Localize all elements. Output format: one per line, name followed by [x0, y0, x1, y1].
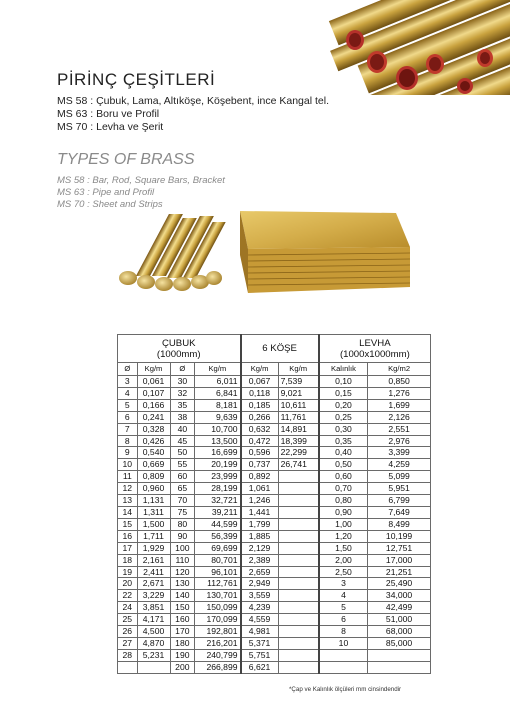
- table-cell: [118, 661, 138, 673]
- table-cell: 75: [170, 506, 195, 518]
- table-cell: 27: [118, 637, 138, 649]
- table-row: [118, 614, 431, 626]
- table-cell: 9,021: [278, 387, 319, 399]
- alloy-line: MS 58 : Bar, Rod, Square Bars, Bracket: [57, 175, 225, 186]
- group-header-line: 6 KÖŞE: [262, 343, 297, 354]
- table-cell: 60: [170, 471, 195, 483]
- table-row: [118, 602, 431, 614]
- table-row: [118, 387, 431, 399]
- table-cell: 100: [170, 542, 195, 554]
- alloy-line: MS 63 : Pipe and Profil: [57, 187, 155, 198]
- table-row: [118, 518, 431, 530]
- brass-tubes-image: [325, 0, 510, 95]
- table-cell: 22,299: [278, 447, 319, 459]
- table-cell: 120: [170, 566, 195, 578]
- table-cell: 0,596: [241, 447, 279, 459]
- table-cell: [278, 590, 319, 602]
- table-cell: 10: [118, 459, 138, 471]
- table-cell: 80: [170, 518, 195, 530]
- table-cell: 90: [170, 530, 195, 542]
- table-cell: 44,599: [195, 518, 241, 530]
- group-header-line: (1000mm): [156, 348, 201, 360]
- table-cell: [278, 471, 319, 483]
- table-cell: 12,751: [368, 542, 431, 554]
- table-cell: [278, 483, 319, 495]
- table-cell: 96,101: [195, 566, 241, 578]
- column-header: Kg/m: [137, 363, 170, 376]
- table-cell: 240,799: [195, 649, 241, 661]
- table-cell: 24: [118, 602, 138, 614]
- table-cell: 0,10: [319, 376, 368, 388]
- table-cell: 5: [118, 399, 138, 411]
- table-cell: 1,00: [319, 518, 368, 530]
- table-cell: 6,011: [195, 376, 241, 388]
- table-cell: 11,761: [278, 411, 319, 423]
- table-cell: 180: [170, 637, 195, 649]
- table-cell: 26,741: [278, 459, 319, 471]
- table-cell: 0,540: [137, 447, 170, 459]
- table-cell: [319, 661, 368, 673]
- table-cell: 5: [319, 602, 368, 614]
- table-cell: 68,000: [368, 626, 431, 638]
- table-cell: 80,701: [195, 554, 241, 566]
- table-cell: 3,399: [368, 447, 431, 459]
- table-cell: 1,50: [319, 542, 368, 554]
- table-cell: 160: [170, 614, 195, 626]
- table-row: [118, 530, 431, 542]
- table-row: [118, 566, 431, 578]
- table-cell: 14,891: [278, 423, 319, 435]
- table-cell: 0,892: [241, 471, 279, 483]
- table-cell: 0,20: [319, 399, 368, 411]
- table-cell: 0,850: [368, 376, 431, 388]
- table-cell: 5,099: [368, 471, 431, 483]
- table-cell: 0,60: [319, 471, 368, 483]
- table-cell: 130: [170, 578, 195, 590]
- table-cell: 15: [118, 518, 138, 530]
- table-cell: 4,171: [137, 614, 170, 626]
- alloy-line: MS 70 : Sheet and Strips: [57, 199, 163, 210]
- table-cell: 7,539: [278, 376, 319, 388]
- table-cell: 0,472: [241, 435, 279, 447]
- table-cell: 112,761: [195, 578, 241, 590]
- table-cell: 1,20: [319, 530, 368, 542]
- table-cell: 0,185: [241, 399, 279, 411]
- table-row: [118, 649, 431, 661]
- table-cell: 18: [118, 554, 138, 566]
- table-cell: 34,000: [368, 590, 431, 602]
- table-cell: 6: [319, 614, 368, 626]
- table-cell: 3: [319, 578, 368, 590]
- table-cell: 0,737: [241, 459, 279, 471]
- alloy-line: MS 58 : Çubuk, Lama, Altıköşe, Köşebent, ince Kangal tel.: [57, 95, 329, 107]
- table-row: [118, 661, 431, 673]
- column-header: Kg/m: [195, 363, 241, 376]
- table-cell: 7,649: [368, 506, 431, 518]
- table-cell: 110: [170, 554, 195, 566]
- table-cell: 20: [118, 578, 138, 590]
- column-header: Kalınlık: [319, 363, 368, 376]
- table-cell: 0,669: [137, 459, 170, 471]
- table-cell: 42,499: [368, 602, 431, 614]
- table-cell: 20,199: [195, 459, 241, 471]
- table-cell: 1,799: [241, 518, 279, 530]
- table-cell: 1,061: [241, 483, 279, 495]
- table-cell: 5,951: [368, 483, 431, 495]
- table-cell: 2,161: [137, 554, 170, 566]
- table-cell: 170,099: [195, 614, 241, 626]
- brass-rods-image: [110, 212, 230, 294]
- table-cell: 2,129: [241, 542, 279, 554]
- table-cell: 8: [118, 435, 138, 447]
- table-cell: 0,166: [137, 399, 170, 411]
- table-cell: 130,701: [195, 590, 241, 602]
- table-cell: [278, 614, 319, 626]
- column-header: Kg/m: [278, 363, 319, 376]
- table-cell: 1,711: [137, 530, 170, 542]
- table-cell: 0,809: [137, 471, 170, 483]
- table-cell: 266,899: [195, 661, 241, 673]
- table-cell: 1,276: [368, 387, 431, 399]
- table-cell: 4,559: [241, 614, 279, 626]
- table-cell: 10: [319, 637, 368, 649]
- table-cell: 190: [170, 649, 195, 661]
- table-cell: 1,131: [137, 495, 170, 507]
- column-header: Kg/m2: [368, 363, 431, 376]
- table-cell: 8,181: [195, 399, 241, 411]
- table-cell: [278, 506, 319, 518]
- table-cell: 0,328: [137, 423, 170, 435]
- table-row: [118, 554, 431, 566]
- table-row: [118, 459, 431, 471]
- group-header-line: ÇUBUK: [161, 337, 196, 349]
- alloy-list-tr: [57, 95, 329, 134]
- table-cell: 4,500: [137, 626, 170, 638]
- table-cell: 2,551: [368, 423, 431, 435]
- table-cell: [278, 554, 319, 566]
- table-cell: 0,80: [319, 495, 368, 507]
- table-cell: 140: [170, 590, 195, 602]
- group-header-cubuk: [118, 335, 241, 363]
- table-cell: 9,639: [195, 411, 241, 423]
- table-cell: 6,841: [195, 387, 241, 399]
- table-row: [118, 578, 431, 590]
- table-cell: 16,699: [195, 447, 241, 459]
- table-row: [118, 590, 431, 602]
- table-cell: 10,700: [195, 423, 241, 435]
- table-cell: 39,211: [195, 506, 241, 518]
- table-cell: [278, 495, 319, 507]
- table-cell: 65: [170, 483, 195, 495]
- table-cell: [278, 530, 319, 542]
- table-cell: 30: [170, 376, 195, 388]
- table-cell: 2,389: [241, 554, 279, 566]
- table-cell: 85,000: [368, 637, 431, 649]
- table-cell: 0,960: [137, 483, 170, 495]
- table-cell: 0,15: [319, 387, 368, 399]
- table-cell: 0,70: [319, 483, 368, 495]
- table-cell: 8: [319, 626, 368, 638]
- table-cell: 0,118: [241, 387, 279, 399]
- table-cell: [137, 661, 170, 673]
- table-cell: 150: [170, 602, 195, 614]
- table-cell: [278, 542, 319, 554]
- table-cell: 150,099: [195, 602, 241, 614]
- table-row: [118, 399, 431, 411]
- table-cell: 69,699: [195, 542, 241, 554]
- table-cell: 9: [118, 447, 138, 459]
- table-cell: [278, 626, 319, 638]
- table-cell: 216,201: [195, 637, 241, 649]
- table-row: [118, 626, 431, 638]
- table-cell: 25,490: [368, 578, 431, 590]
- table-cell: 17: [118, 542, 138, 554]
- table-row: [118, 423, 431, 435]
- table-cell: 2,126: [368, 411, 431, 423]
- table-cell: 0,25: [319, 411, 368, 423]
- page-title-tr: PİRİNÇ ÇEŞİTLERİ: [57, 70, 216, 89]
- table-row: [118, 637, 431, 649]
- table-cell: 5,371: [241, 637, 279, 649]
- table-cell: 28: [118, 649, 138, 661]
- table-cell: 6,799: [368, 495, 431, 507]
- table-cell: 23,999: [195, 471, 241, 483]
- alloy-line: MS 70 : Levha ve Şerit: [57, 121, 164, 133]
- table-row: [118, 411, 431, 423]
- table-row: [118, 471, 431, 483]
- table-cell: [278, 602, 319, 614]
- table-cell: 0,35: [319, 435, 368, 447]
- group-header-kose: [241, 335, 319, 363]
- table-cell: [278, 518, 319, 530]
- table-cell: 4,239: [241, 602, 279, 614]
- group-header-row: [118, 335, 431, 363]
- table-cell: 5,231: [137, 649, 170, 661]
- table-cell: [278, 566, 319, 578]
- table-cell: 2,949: [241, 578, 279, 590]
- table-cell: 19: [118, 566, 138, 578]
- table-cell: [278, 637, 319, 649]
- table-cell: 21,251: [368, 566, 431, 578]
- table-cell: 1,699: [368, 399, 431, 411]
- table-cell: 32: [170, 387, 195, 399]
- table-cell: 14: [118, 506, 138, 518]
- table-cell: 28,199: [195, 483, 241, 495]
- table-cell: 1,441: [241, 506, 279, 518]
- table-cell: [319, 649, 368, 661]
- table-row: [118, 542, 431, 554]
- table-cell: 4: [319, 590, 368, 602]
- column-header: Ø: [118, 363, 138, 376]
- table-cell: 5,751: [241, 649, 279, 661]
- table-cell: 0,266: [241, 411, 279, 423]
- footnote: *Çap ve Kalınlık ölçüleri mm cinsindendir: [289, 686, 402, 693]
- table-body: [118, 376, 431, 674]
- brass-sheets-image: [226, 209, 410, 294]
- table-cell: 6,621: [241, 661, 279, 673]
- table-cell: 10,199: [368, 530, 431, 542]
- table-cell: 11: [118, 471, 138, 483]
- table-cell: 0,061: [137, 376, 170, 388]
- table-cell: 0,40: [319, 447, 368, 459]
- table-cell: 8,499: [368, 518, 431, 530]
- table-cell: 0,067: [241, 376, 279, 388]
- table-cell: 0,50: [319, 459, 368, 471]
- column-header: Kg/m: [241, 363, 279, 376]
- table-cell: 0,632: [241, 423, 279, 435]
- table-cell: 0,30: [319, 423, 368, 435]
- page-title-en: TYPES OF BRASS: [57, 151, 195, 168]
- table-cell: 6: [118, 411, 138, 423]
- table-cell: 55: [170, 459, 195, 471]
- table-cell: 1,311: [137, 506, 170, 518]
- table-cell: 26: [118, 626, 138, 638]
- table-row: [118, 376, 431, 388]
- table-cell: 4: [118, 387, 138, 399]
- sub-header-row: [118, 363, 431, 376]
- table-row: [118, 447, 431, 459]
- table-cell: 192,801: [195, 626, 241, 638]
- table-cell: 0,107: [137, 387, 170, 399]
- table-cell: [368, 649, 431, 661]
- table-cell: [278, 661, 319, 673]
- table-cell: 1,246: [241, 495, 279, 507]
- alloy-line: MS 63 : Boru ve Profil: [57, 108, 160, 120]
- table-cell: 170: [170, 626, 195, 638]
- table-cell: 1,885: [241, 530, 279, 542]
- column-header: Ø: [170, 363, 195, 376]
- table-cell: [278, 578, 319, 590]
- table-cell: 3,559: [241, 590, 279, 602]
- table-cell: 1,929: [137, 542, 170, 554]
- table-cell: 2,50: [319, 566, 368, 578]
- table-cell: 2,00: [319, 554, 368, 566]
- table-cell: 38: [170, 411, 195, 423]
- table-cell: 2,976: [368, 435, 431, 447]
- table-row: [118, 495, 431, 507]
- table-cell: [278, 649, 319, 661]
- alloy-list-en: [57, 175, 225, 211]
- table-cell: 10,611: [278, 399, 319, 411]
- table-cell: 32,721: [195, 495, 241, 507]
- table-cell: 17,000: [368, 554, 431, 566]
- table-cell: 4,259: [368, 459, 431, 471]
- table-cell: 22: [118, 590, 138, 602]
- group-header-levha: [319, 335, 431, 363]
- table-cell: 16: [118, 530, 138, 542]
- table-cell: 13,500: [195, 435, 241, 447]
- table-cell: 1,500: [137, 518, 170, 530]
- table-cell: 7: [118, 423, 138, 435]
- table-cell: 25: [118, 614, 138, 626]
- table-cell: 200: [170, 661, 195, 673]
- table-cell: 2,411: [137, 566, 170, 578]
- table-cell: 51,000: [368, 614, 431, 626]
- table-cell: 45: [170, 435, 195, 447]
- group-header-line: (1000x1000mm): [339, 348, 410, 360]
- table-cell: 18,399: [278, 435, 319, 447]
- table-cell: 4,981: [241, 626, 279, 638]
- table-cell: 70: [170, 495, 195, 507]
- brass-spec-table: [117, 334, 431, 674]
- table-cell: 35: [170, 399, 195, 411]
- table-cell: 0,426: [137, 435, 170, 447]
- table-cell: 3: [118, 376, 138, 388]
- group-header-line: LEVHA: [359, 337, 391, 349]
- table-row: [118, 483, 431, 495]
- table-cell: 56,399: [195, 530, 241, 542]
- table-cell: 40: [170, 423, 195, 435]
- table-cell: [368, 661, 431, 673]
- table-cell: 4,870: [137, 637, 170, 649]
- table-cell: 3,229: [137, 590, 170, 602]
- table-row: [118, 435, 431, 447]
- table-cell: 0,241: [137, 411, 170, 423]
- table-cell: 50: [170, 447, 195, 459]
- table-cell: 0,90: [319, 506, 368, 518]
- table-cell: 13: [118, 495, 138, 507]
- table-cell: 2,671: [137, 578, 170, 590]
- table-cell: 3,851: [137, 602, 170, 614]
- table-cell: 2,659: [241, 566, 279, 578]
- table-row: [118, 506, 431, 518]
- table-cell: 12: [118, 483, 138, 495]
